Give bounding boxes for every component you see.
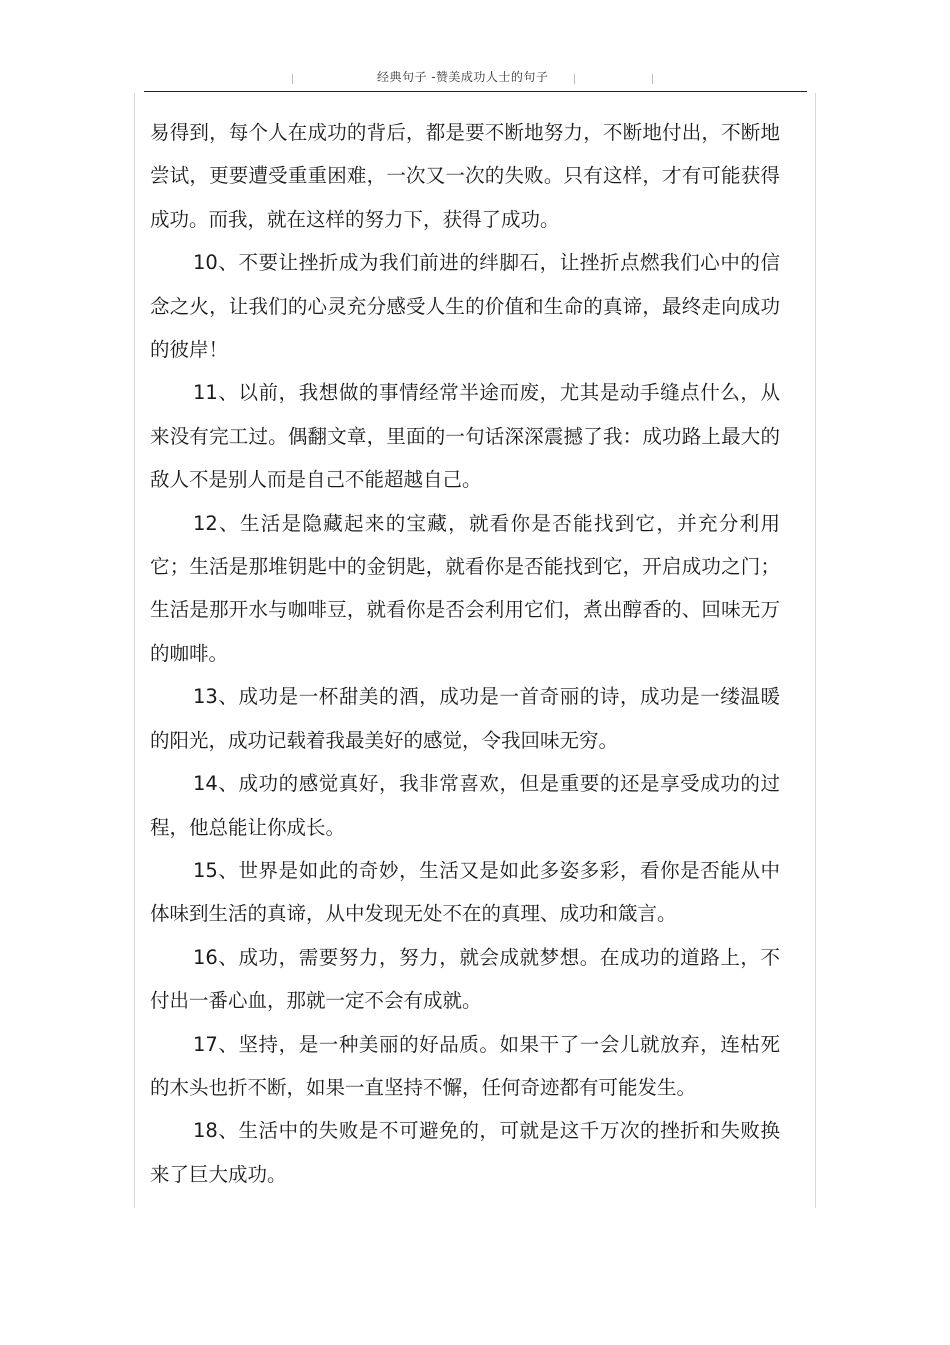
paragraph: 16、成功，需要努力，努力，就会成就梦想。在成功的道路上，不付出一番心血，那就一定不会有成就。 (150, 945, 780, 1013)
header-title: 经典句子 -赞美成功人士的句子 (377, 70, 549, 84)
paragraph: 13、成功是一杯甜美的酒，成功是一首奇丽的诗，成功是一缕温暖的阳光，成功记载着我最美好的感觉，令我回味无穷。 (150, 685, 780, 752)
paragraph: 易得到，每个人在成功的背后，都是要不断地努力，不断地付出，不断地尝试，更要遭受重重困难，一次又一次的失败。只有这样，才有可能获得成功。而我，就在这样的努力下，获得了成功。 (150, 121, 780, 231)
page-frame-left (134, 93, 135, 1208)
page-header (0, 68, 950, 92)
header-tick-mark (652, 74, 653, 84)
paragraph: 14、成功的感觉真好，我非常喜欢，但是重要的还是享受成功的过程，他总能让你成长。 (150, 772, 780, 839)
header-tick-mark (574, 74, 575, 84)
paragraph: 10、不要让挫折成为我们前进的绊脚石，让挫折点燃我们心中的信念之火，让我们的心灵充分感受人生的价值和生命的真谛，最终走向成功的彼岸！ (150, 251, 780, 362)
paragraph: 18、生活中的失败是不可避免的，可就是这千万次的挫折和失败换来了巨大成功。 (150, 1119, 780, 1186)
document-body (150, 111, 780, 1196)
paragraph: 11、以前，我想做的事情经常半途而废，尤其是动手缝点什么，从来没有完工过。偶翻文章，里面的一句话深深震撼了我：成功路上最大的敌人不是别人而是自己不能超越自己。 (150, 381, 780, 492)
header-tick-mark (292, 74, 293, 84)
paragraph: 17、坚持，是一种美丽的好品质。如果干了一会儿就放弃，连枯死的木头也折不断，如果一直坚持不懈，任何奇迹都有可能发生。 (150, 1032, 780, 1099)
page-frame-right (815, 93, 816, 1208)
header-rule (144, 91, 807, 92)
paragraph: 15、世界是如此的奇妙，生活又是如此多姿多彩，看你是否能从中体味到生活的真谛，从中发现无处不在的真理、成功和箴言。 (150, 858, 780, 926)
paragraph: 12、生活是隐藏起来的宝藏，就看你是否能找到它，并充分利用它；生活是那堆钥匙中的金钥匙，就看你是否能找到它，开启成功之门；生活是那开水与咖啡豆，就看你是否会利用它们，煮出醇香的、回味无万的咖啡。 (150, 511, 780, 665)
